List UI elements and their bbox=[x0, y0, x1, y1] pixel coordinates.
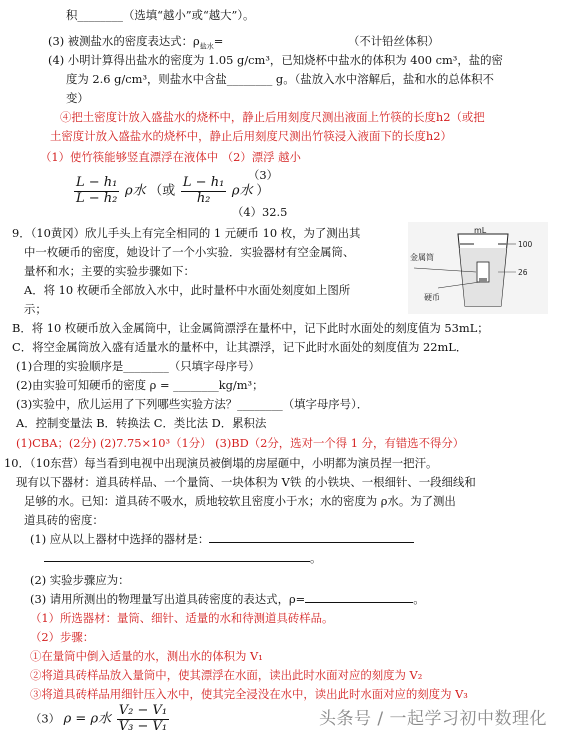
fraction-2: $\frac{\text{L − h₁}}{\text{h₂}}$ bbox=[182, 175, 225, 206]
q8-answer-step4-line2: 土密度计放入盛盐水的烧杯中，静止后用刻度尺测出竹筷浸入液面下的长度h2） bbox=[50, 129, 452, 143]
watermark: 头条号 / 一起学习初中数理化 bbox=[318, 709, 547, 729]
q9-sub-1: (1)合理的实验顺序是________（只填字母序号） bbox=[16, 359, 260, 373]
q10-line-4: 道具砖的密度： bbox=[24, 513, 104, 527]
q10-sub-2: (2) 实验步骤应为： bbox=[30, 573, 130, 587]
q10-line-3: 足够的水。已知：道具砖不吸水，质地较软且密度小于水；水的密度为 ρ水。为了测出 bbox=[24, 494, 456, 508]
q10-line-1: 10．（10东营）每当看到电视中出现演员被倒塌的房屋砸中，小明都为演员捏一把汗。 bbox=[4, 456, 438, 470]
answer-blank-1 bbox=[209, 532, 414, 543]
q9-sub-3: (3)实验中，欣儿运用了下列哪些实验方法？________（填字母序号）． bbox=[16, 397, 369, 411]
fraction-1: $\frac{\text{L − h₁}}{\text{L − h₂}}$ bbox=[76, 175, 118, 206]
q10-answer-3: （3） ρ = ρ水 $\frac{\text{V₂ − V₁}}{\text{V₃ − V₁}}$ bbox=[30, 703, 168, 734]
q8-answer-1-2: （1）使竹筷能够竖直漂浮在液体中 （2）漂浮 越小 bbox=[40, 150, 301, 164]
tick-label-26: 26 bbox=[518, 268, 528, 277]
q8-answer-4: （4）32.5 bbox=[232, 205, 288, 219]
q10-sub-3: (3) 请用所测出的物理量写出道具砖密度的表达式，ρ= 。 bbox=[30, 592, 425, 606]
q10-answer-step1: ①在量筒中倒入适量的水，测出水的体积为 V₁ bbox=[30, 649, 263, 663]
q8-part3: (3) 被测盐水的密度表达式：$\rho_{盐水}=$ bbox=[48, 34, 224, 51]
unit-label: mL bbox=[474, 226, 487, 235]
q8-answer-step4-line1: ④把土密度计放入盛盐水的烧杯中，静止后用刻度尺测出液面上竹筷的长度h2（或把 bbox=[60, 110, 485, 124]
q10-line-2: 现有以下器材：道具砖样品、一个量筒、一块体积为 V铁 的小铁块、一根细针、一段细线和 bbox=[16, 475, 476, 489]
q10-answer-1: （1）所选器材：量筒、细针、适量的水和待测道具砖样品。 bbox=[30, 611, 334, 625]
tick-label-100: 100 bbox=[518, 240, 533, 249]
q9-options: A．控制变量法 B．转换法 C．类比法 D．累积法 bbox=[16, 416, 267, 430]
q9-step-c: C．将空金属筒放入盛有适量水的量杯中，让其漂浮，记下此时水面处的刻度值为 22mL． bbox=[12, 340, 468, 354]
q9-line-1: 9．（10黄冈）欣儿手头上有完全相同的 1 元硬币 10 枚，为了测出其 bbox=[12, 226, 361, 240]
density-fraction: $\frac{\text{V₂ − V₁}}{\text{V₃ − V₁}}$ bbox=[118, 703, 168, 734]
coin-stack bbox=[479, 278, 487, 282]
q8-part4-line3: 变） bbox=[66, 91, 89, 105]
q10-answer-step3: ③将道具砖样品用细针压入水中，使其完全浸没在水中，读出此时水面对应的刻度为 V₃ bbox=[30, 687, 468, 701]
q9-step-b: B．将 10 枚硬币放入金属筒中，让金属筒漂浮在量杯中，记下此时水面处的刻度值为 53mL； bbox=[12, 321, 489, 335]
q9-step-a: A．将 10 枚硬币全部放入水中，此时量杯中水面处刻度如上图所 bbox=[24, 283, 351, 297]
q10-sub-1-cont: 。 bbox=[44, 551, 321, 565]
q8-part4-line2: 度为 2.6 g/cm³，则盐水中含盐________ g。（盐放入水中溶解后，盐和水的总体积不 bbox=[66, 72, 494, 86]
answer-blank-3 bbox=[305, 592, 413, 603]
q9-line-3: 量杯和水；主要的实验步骤如下： bbox=[24, 264, 195, 278]
q8-answer-3-formula: $\frac{\text{L − h₁}}{\text{L − h₂}}$ ρ水 （或 $\frac{\text{L − h₁}}{\text{h₂}}$ ρ水 ） bbox=[76, 175, 270, 206]
q8-part3-note: （不计铅丝体积） bbox=[348, 34, 440, 48]
q9-line-2: 中一枚硬币的密度，她设计了一个小实验．实验器材有空金属筒、 bbox=[24, 245, 355, 259]
q9-sub-2: (2)由实验可知硬币的密度 ρ = ________kg/m³； bbox=[16, 378, 264, 392]
can-label: 金属筒 bbox=[410, 253, 434, 262]
q10-answer-step2: ②将道具砖样品放入量筒中，使其漂浮在水面，读出此时水面对应的刻度为 V₂ bbox=[30, 668, 423, 682]
q9-answer: (1)CBA；(2分) (2)7.75×10³（1分） (3)BD（2分，选对一个得 1 分，有错选不得分） bbox=[16, 436, 465, 450]
answer-blank-2 bbox=[44, 551, 310, 562]
coin-label: 硬币 bbox=[424, 293, 440, 302]
q8-part4-line1: (4) 小明计算得出盐水的密度为 1.05 g/cm³，已知烧杯中盐水的体积为 400 cm³，盐的密 bbox=[48, 53, 503, 67]
measuring-cup-figure bbox=[408, 222, 548, 314]
q9-step-a-cont: 示； bbox=[24, 302, 47, 316]
q8-answer-3-label: （3） bbox=[248, 168, 279, 182]
q8-line-1: 积________（选填“越小”或“越大”）。 bbox=[66, 8, 255, 22]
q10-answer-2: （2）步骤： bbox=[30, 630, 95, 644]
q10-sub-1: (1) 应从以上器材中选择的器材是： bbox=[30, 532, 414, 546]
